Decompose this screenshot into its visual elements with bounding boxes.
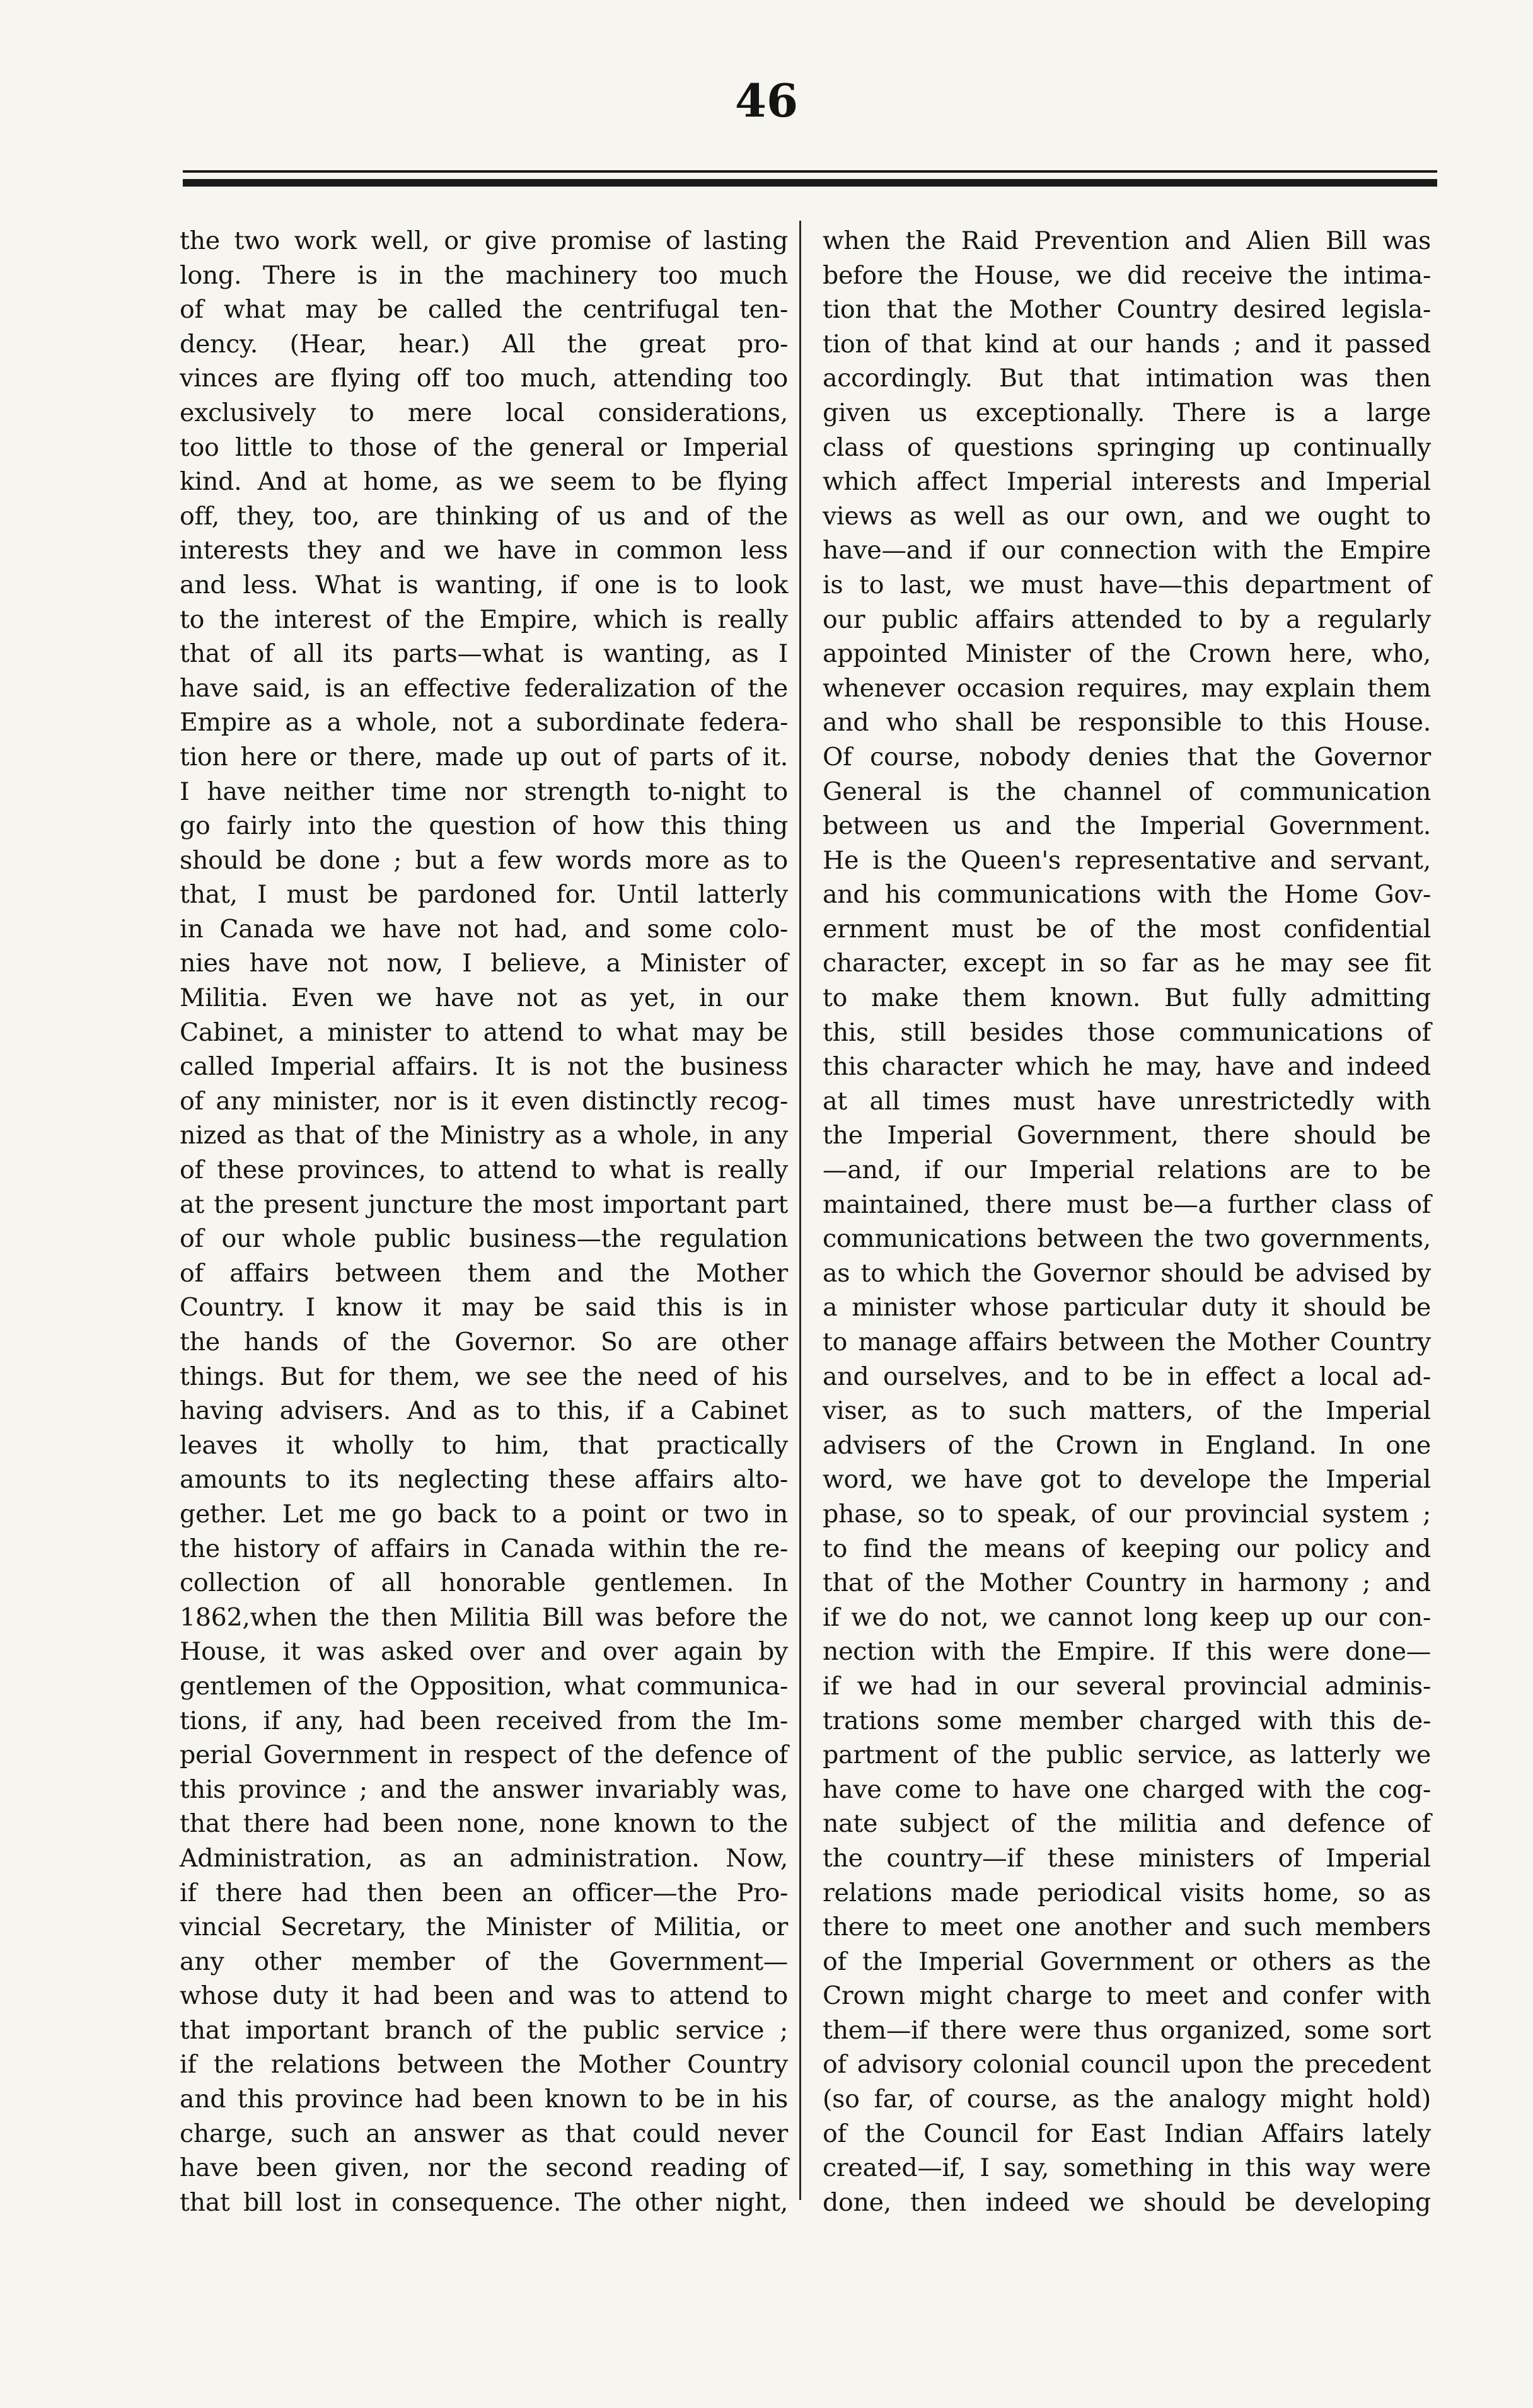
text-line: Administration, as an administration. Now, (180, 1843, 788, 1873)
text-line: kind. And at home, as we seem to be flying (180, 467, 788, 497)
text-line: He is the Queen's representative and servant, (823, 845, 1431, 875)
text-line: phase, so to speak, of our provincial system ; (823, 1499, 1431, 1529)
text-line: vinces are flying off too much, attending too (180, 364, 788, 393)
text-line: at all times must have unrestrictedly with (823, 1086, 1431, 1116)
text-line: word, we have got to develope the Imperial (823, 1465, 1431, 1495)
text-line: have—and if our connection with the Empire (823, 536, 1431, 565)
text-line: this character which he may, have and indeed (823, 1052, 1431, 1082)
text-line: to make them known. But fully admitting (823, 983, 1431, 1013)
text-line: off, they, too, are thinking of us and of the (180, 501, 788, 531)
text-line: ernment must be of the most confidential (823, 914, 1431, 944)
text-line: between us and the Imperial Government. (823, 811, 1431, 841)
text-line: perial Government in respect of the defence of (180, 1740, 788, 1770)
text-column-right (823, 224, 1431, 2220)
text-line: is to last, we must have—this department of (823, 570, 1431, 599)
text-line: tion that the Mother Country desired legisla- (823, 295, 1431, 325)
page-number: 46 (734, 74, 799, 127)
text-line: trations some member charged with this de- (823, 1706, 1431, 1735)
text-line: whenever occasion requires, may explain them (823, 673, 1431, 703)
text-line: that, I must be pardoned for. Until latterly (180, 880, 788, 910)
text-line: the two work well, or give promise of lasting (180, 226, 788, 255)
text-line: that bill lost in consequence. The other night, (180, 2187, 788, 2217)
text-line: nized as that of the Ministry as a whole, in any (180, 1121, 788, 1150)
text-line: go fairly into the question of how this thing (180, 811, 788, 841)
text-line: them—if there were thus organized, some sort (823, 2015, 1431, 2045)
text-line: have said, is an effective federalization of the (180, 673, 788, 703)
text-line: a minister whose particular duty it should be (823, 1293, 1431, 1323)
text-line: nies have not now, I believe, a Minister of (180, 949, 788, 978)
text-line: to the interest of the Empire, which is really (180, 605, 788, 634)
text-line: gentlemen of the Opposition, what communica- (180, 1671, 788, 1701)
text-line: I have neither time nor strength to-night to (180, 777, 788, 806)
text-line: partment of the public service, as latterly we (823, 1740, 1431, 1770)
text-line: Empire as a whole, not a subordinate federa- (180, 708, 788, 738)
text-line: have come to have one charged with the cog- (823, 1774, 1431, 1804)
column-divider (799, 221, 801, 2200)
text-line: of affairs between them and the Mother (180, 1258, 788, 1288)
text-line: of any minister, nor is it even distinctly recog- (180, 1086, 788, 1116)
text-line: when the Raid Prevention and Alien Bill was (823, 226, 1431, 255)
text-line: and who shall be responsible to this House. (823, 708, 1431, 738)
text-line: too little to those of the general or Imperial (180, 432, 788, 462)
text-line: Of course, nobody denies that the Governor (823, 742, 1431, 772)
text-line: accordingly. But that intimation was then (823, 364, 1431, 393)
text-line: done, then indeed we should be developing (823, 2187, 1431, 2217)
text-line: and his communications with the Home Gov- (823, 880, 1431, 910)
text-line: of what may be called the centrifugal ten- (180, 295, 788, 325)
text-line: any other member of the Government— (180, 1947, 788, 1976)
text-line: as to which the Governor should be advised by (823, 1258, 1431, 1288)
text-column-left (180, 224, 788, 2220)
text-line: there to meet one another and such members (823, 1913, 1431, 1942)
text-line: if we had in our several provincial adminis- (823, 1671, 1431, 1701)
text-line: given us exceptionally. There is a large (823, 398, 1431, 427)
text-line: things. But for them, we see the need of his (180, 1362, 788, 1391)
text-line: and less. What is wanting, if one is to look (180, 570, 788, 599)
text-line: before the House, we did receive the intima- (823, 260, 1431, 290)
text-line: should be done ; but a few words more as to (180, 845, 788, 875)
text-line: collection of all honorable gentlemen. In (180, 1568, 788, 1598)
text-line: class of questions springing up continually (823, 432, 1431, 462)
text-line: that important branch of the public service ; (180, 2015, 788, 2045)
text-line: tion of that kind at our hands ; and it passed (823, 329, 1431, 359)
text-line: to find the means of keeping our policy and (823, 1534, 1431, 1563)
text-line: gether. Let me go back to a point or two in (180, 1499, 788, 1529)
text-line: tions, if any, had been received from the Im- (180, 1706, 788, 1735)
text-line: Crown might charge to meet and confer with (823, 1981, 1431, 2011)
header-rule-thin (183, 170, 1437, 173)
text-line: character, except in so far as he may see fit (823, 949, 1431, 978)
text-line: at the present juncture the most important part (180, 1190, 788, 1219)
text-line: the history of affairs in Canada within the re- (180, 1534, 788, 1563)
text-line: this province ; and the answer invariably was, (180, 1774, 788, 1804)
header-rule-thick (183, 179, 1437, 187)
text-line: have been given, nor the second reading of (180, 2153, 788, 2183)
text-line: of our whole public business—the regulation (180, 1224, 788, 1254)
text-line: which affect Imperial interests and Imperial (823, 467, 1431, 497)
text-line: if the relations between the Mother Country (180, 2050, 788, 2080)
text-line: Cabinet, a minister to attend to what may be (180, 1017, 788, 1047)
text-line: and this province had been known to be in his (180, 2085, 788, 2114)
text-line: House, it was asked over and over again by (180, 1637, 788, 1667)
text-line: leaves it wholly to him, that practically (180, 1430, 788, 1460)
text-line: vincial Secretary, the Minister of Militia, or (180, 1913, 788, 1942)
text-line: this, still besides those communications of (823, 1017, 1431, 1047)
text-line: that there had been none, none known to the (180, 1809, 788, 1839)
text-line: (so far, of course, as the analogy might hold) (823, 2085, 1431, 2114)
text-line: Country. I know it may be said this is in (180, 1293, 788, 1323)
text-line: long. There is in the machinery too much (180, 260, 788, 290)
text-line: created—if, I say, something in this way were (823, 2153, 1431, 2183)
text-line: —and, if our Imperial relations are to be (823, 1155, 1431, 1185)
text-line: 1862,when the then Militia Bill was before the (180, 1602, 788, 1632)
text-line: to manage affairs between the Mother Country (823, 1328, 1431, 1357)
text-line: views as well as our own, and we ought to (823, 501, 1431, 531)
text-line: if we do not, we cannot long keep up our con- (823, 1602, 1431, 1632)
text-line: dency. (Hear, hear.) All the great pro- (180, 329, 788, 359)
text-line: and ourselves, and to be in effect a local ad- (823, 1362, 1431, 1391)
text-line: that of all its parts—what is wanting, as I (180, 639, 788, 669)
text-line: appointed Minister of the Crown here, who, (823, 639, 1431, 669)
text-line: tion here or there, made up out of parts of it. (180, 742, 788, 772)
text-line: maintained, there must be—a further class of (823, 1190, 1431, 1219)
text-line: the country—if these ministers of Imperial (823, 1843, 1431, 1873)
text-line: the Imperial Government, there should be (823, 1121, 1431, 1150)
text-line: if there had then been an officer—the Pro- (180, 1878, 788, 1907)
text-line: viser, as to such matters, of the Imperial (823, 1396, 1431, 1426)
text-line: Militia. Even we have not as yet, in our (180, 983, 788, 1013)
text-line: nection with the Empire. If this were done— (823, 1637, 1431, 1667)
text-line: interests they and we have in common less (180, 536, 788, 565)
text-line: of the Imperial Government or others as the (823, 1947, 1431, 1976)
text-line: relations made periodical visits home, so as (823, 1878, 1431, 1907)
text-line: the hands of the Governor. So are other (180, 1328, 788, 1357)
text-line: nate subject of the militia and defence of (823, 1809, 1431, 1839)
text-line: in Canada we have not had, and some colo- (180, 914, 788, 944)
text-line: whose duty it had been and was to attend to (180, 1981, 788, 2011)
text-line: communications between the two governments, (823, 1224, 1431, 1254)
text-line: having advisers. And as to this, if a Cabinet (180, 1396, 788, 1426)
text-line: of the Council for East Indian Affairs lately (823, 2119, 1431, 2148)
text-line: advisers of the Crown in England. In one (823, 1430, 1431, 1460)
text-line: called Imperial affairs. It is not the business (180, 1052, 788, 1082)
text-line: amounts to its neglecting these affairs alto- (180, 1465, 788, 1495)
text-line: exclusively to mere local considerations, (180, 398, 788, 427)
text-line: of advisory colonial council upon the precedent (823, 2050, 1431, 2080)
text-line: our public affairs attended to by a regularly (823, 605, 1431, 634)
text-line: General is the channel of communication (823, 777, 1431, 806)
text-line: charge, such an answer as that could never (180, 2119, 788, 2148)
text-line: of these provinces, to attend to what is really (180, 1155, 788, 1185)
text-line: that of the Mother Country in harmony ; and (823, 1568, 1431, 1598)
